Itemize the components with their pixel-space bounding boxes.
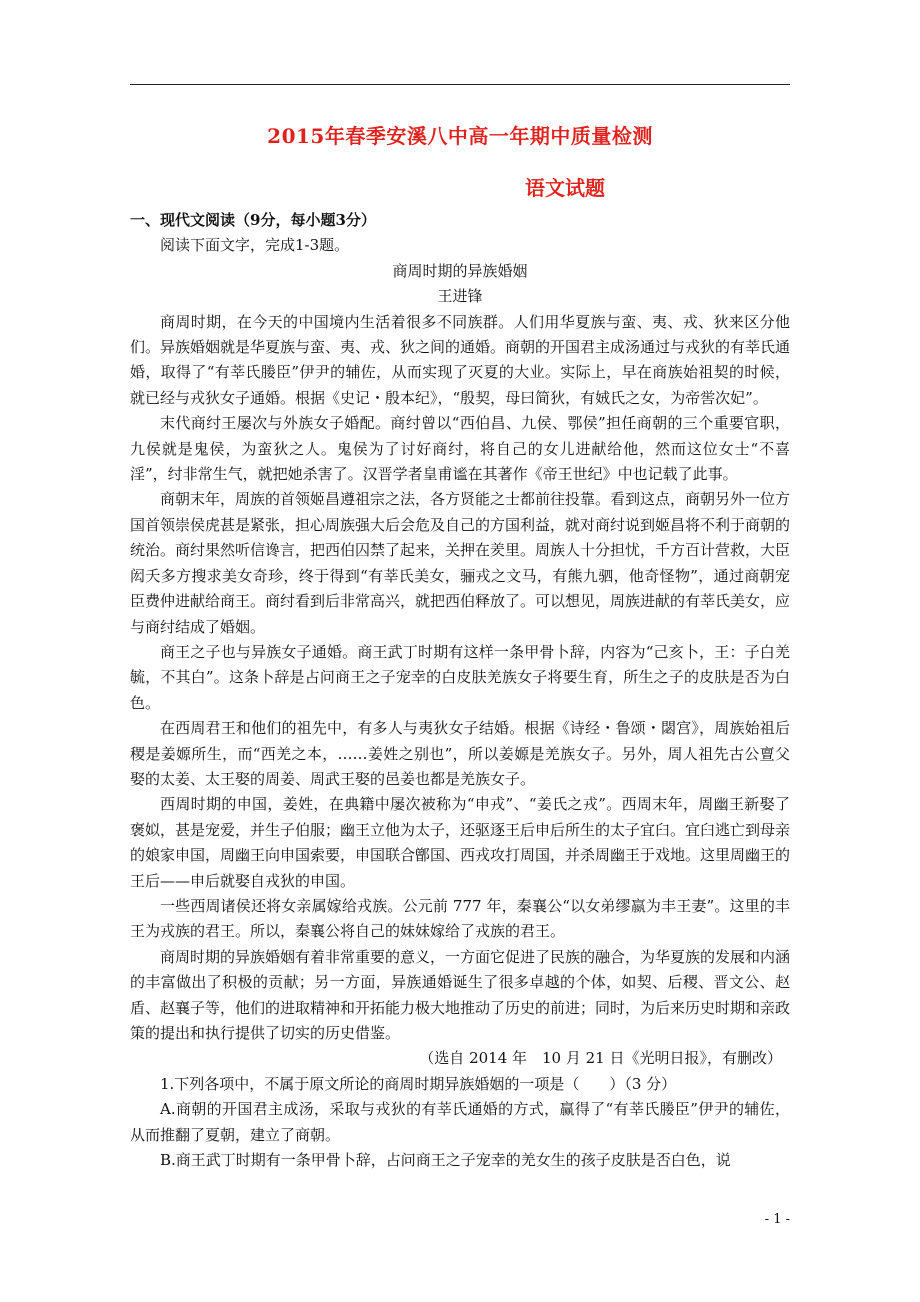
article-author: 王进锋 bbox=[437, 287, 483, 306]
exam-title: 2015年春季安溪八中高一年期中质量检测 bbox=[267, 124, 653, 148]
question-1: 1.下列各项中，不属于原文所论的商周时期异族婚姻的一项是（ ）（3 分） bbox=[160, 1074, 677, 1093]
article-paragraph: 商王之子也与异族女子通婚。商王武丁时期有这样一条甲骨卜辞，内容为“己亥卜，王：子白羌毓，不其白”。这条卜辞是占问商王之子宠幸的白皮肤羌族女子将要生育，所生之子的皮肤是否为白色。 bbox=[130, 642, 790, 712]
article-paragraph: 西周时期的申国，姜姓，在典籍中屡次被称为“申戎”、“姜氏之戎”。西周末年，周幽王新娶了褒姒，甚是宠爱，并生子伯服；幽王立他为太子，还驱逐王后申后所生的太子宜臼。宜臼逃亡到母亲的娘家申国，周幽王向申国索要，申国联合鄫国、西戎攻打周国，并杀周幽王于戏地。这里周幽王的王后——申后就娶自戎狄的申国。 bbox=[130, 795, 791, 890]
section-instruction: 阅读下面文字，完成1-3题。 bbox=[160, 236, 350, 255]
exam-subtitle: 语文试题 bbox=[525, 176, 605, 200]
article-paragraph: 在西周君王和他们的祖先中，有多人与夷狄女子结婚。根据《诗经・鲁颂・閟宫》，周族始祖后稷是姜嫄所生，而“西羌之本，……姜姓之别也”，所以姜嫄是羌族女子。另外，周人祖先古公亶父娶的太姜、太王娶的周姜、周武王娶的邑姜也都是羌族女子。 bbox=[130, 719, 790, 788]
article-paragraph: 商周时期的异族婚姻有着非常重要的意义，一方面它促进了民族的融合，为华夏族的发展和内涵的丰富做出了积极的贡献；另一方面，异族通婚诞生了很多卓越的个体，如契、后稷、晋文公、赵盾、赵襄子等，他们的进取精神和开拓能力极大地推动了历史的前进；同时，为后来历史时期和亲政策的提出和执行提供了切实的历史借鉴。 bbox=[130, 947, 791, 1042]
article-source: （选自 2014 年 10 月 21 日《光明日报》，有删改） bbox=[419, 1049, 782, 1068]
question-1-option-a: A.商朝的开国君主成汤，采取与戎狄的有莘氏通婚的方式，赢得了“有莘氏媵臣”伊尹的辅佐，从而推翻了夏朝，建立了商朝。 bbox=[130, 1100, 790, 1144]
page-number: - 1 - bbox=[764, 1212, 790, 1227]
article-title: 商周时期的异族婚姻 bbox=[392, 261, 528, 280]
article-paragraph: 商周时期，在今天的中国境内生活着很多不同族群。人们用华夏族与蛮、夷、戎、狄来区分他们。异族婚姻就是华夏族与蛮、夷、戎、狄之间的通婚。商朝的开国君主成汤通过与戎狄的有莘氏通婚，取得了“有莘氏媵臣”伊尹的辅佐，从而实现了灭夏的大业。实际上，早在商族始祖契的时候，就已经与戎狄女子通婚。根据《史记・殷本纪》，“殷契，母曰简狄，有娀氏之女，为帝喾次妃”。 bbox=[130, 312, 791, 407]
article-paragraph: 商朝末年，周族的首领姬昌遵祖宗之法，各方贤能之士都前往投靠。看到这点，商朝另外一位方国首领崇侯虎甚是紧张，担心周族强大后会危及自己的方国利益，就对商纣说到姬昌将不利于商朝的统治。商纣果然听信谗言，把西伯囚禁了起来，关押在羑里。周族人十分担忧，千方百计营救，大臣闳夭多方搜求美女奇珍，终于得到“有莘氏美女，骊戎之文马，有熊九驷，他奇怪物”，通过商朝宠臣费仲进献给商王。商纣看到后非常高兴，就把西伯释放了。可以想见，周族进献的有莘氏美女，应与商纣结成了婚姻。 bbox=[130, 490, 791, 636]
header-rule bbox=[130, 84, 790, 85]
article-paragraph: 一些西周诸侯还将女亲属嫁给戎族。公元前 777 年，秦襄公“以女弟缪嬴为丰王妻”。这里的丰王为戎族的君王。所以，秦襄公将自己的妹妹嫁给了戎族的君王。 bbox=[130, 896, 790, 941]
document-body bbox=[130, 208, 790, 1173]
question-1-option-b: B.商王武丁时期有一条甲骨卜辞，占问商王之子宠幸的羌女生的孩子皮肤是否白色，说 bbox=[160, 1151, 731, 1170]
section-heading: 一、现代文阅读（9分，每小题3分） bbox=[130, 211, 376, 229]
article-paragraph: 末代商纣王屡次与外族女子婚配。商纣曾以“西伯昌、九侯、鄂侯”担任商朝的三个重要官职，九侯就是鬼侯，为蛮狄之人。鬼侯为了讨好商纣，将自己的女儿进献给他，然而这位女士“不喜淫”，纣非常生气，就把她杀害了。汉晋学者皇甫谧在其著作《帝王世纪》中也记载了此事。 bbox=[130, 414, 790, 484]
